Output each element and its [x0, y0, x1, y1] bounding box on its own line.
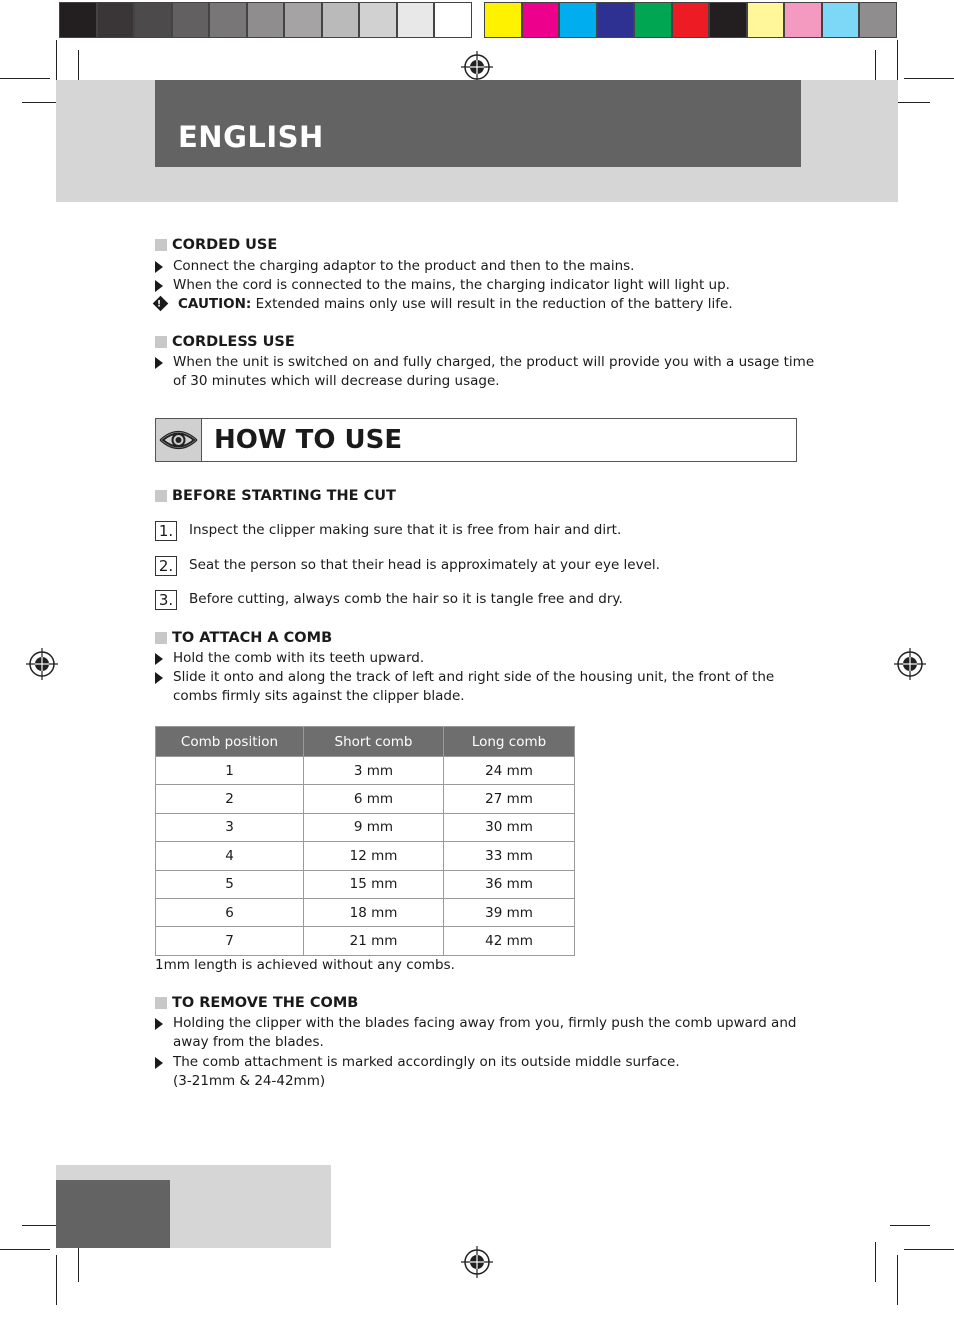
attach-comb-heading-text: TO ATTACH A COMB [172, 630, 333, 646]
color-swatch [597, 2, 635, 38]
corded-use-heading [155, 237, 277, 253]
list-item [155, 1014, 833, 1052]
registration-mark-icon [461, 51, 493, 83]
gray-swatch [284, 2, 322, 38]
eye-icon [156, 419, 201, 461]
gray-swatch [209, 2, 247, 38]
comb-length-table [155, 726, 575, 956]
list-item [155, 1053, 833, 1091]
table-cell: 27 mm [444, 785, 575, 813]
language-title: ENGLISH [178, 120, 324, 154]
list-item-text: (3-21mm & 24-42mm) [173, 1073, 326, 1089]
step-text: Inspect the clipper making sure that it is free from hair and dirt. [189, 522, 622, 538]
caution-icon: ! [153, 296, 169, 312]
table-cell: 3 [156, 813, 304, 841]
column-header: Short comb [304, 727, 444, 757]
cordless-use-heading-text: CORDLESS USE [172, 334, 295, 350]
step-number: 3. [155, 590, 177, 610]
color-swatch [672, 2, 710, 38]
list-item [155, 257, 833, 276]
section-square-icon [155, 632, 167, 644]
triangle-bullet-icon [155, 1018, 163, 1030]
table-cell: 4 [156, 842, 304, 870]
table-cell: 3 mm [304, 757, 444, 785]
list-item-text: Holding the clipper with the blades facing away from you, firmly push the comb upward and [173, 1015, 797, 1031]
no-comb-note: 1mm length is achieved without any combs. [155, 957, 455, 973]
table-cell: 18 mm [304, 898, 444, 926]
section-square-icon [155, 336, 167, 348]
gray-swatch [134, 2, 172, 38]
gray-swatch [247, 2, 285, 38]
caution-text: Extended mains only use will result in the reduction of the battery life. [255, 296, 733, 312]
table-row [156, 785, 575, 813]
list-item-text: combs firmly sits against the clipper blade. [173, 688, 465, 704]
table-cell: 6 mm [304, 785, 444, 813]
triangle-bullet-icon [155, 280, 163, 292]
gray-swatch [59, 2, 97, 38]
list-item [155, 649, 833, 668]
color-swatch [484, 2, 522, 38]
column-header: Comb position [156, 727, 304, 757]
list-item-text: When the cord is connected to the mains, the charging indicator light will light up. [173, 277, 730, 293]
section-square-icon [155, 239, 167, 251]
corded-use-heading-text: CORDED USE [172, 237, 278, 253]
table-row [156, 927, 575, 955]
gray-swatch [322, 2, 360, 38]
table-row [156, 757, 575, 785]
step-number: 1. [155, 521, 177, 541]
table-cell: 15 mm [304, 870, 444, 898]
table-cell: 30 mm [444, 813, 575, 841]
cordless-use-heading [155, 334, 295, 350]
table-cell: 39 mm [444, 898, 575, 926]
table-header-row [156, 727, 575, 757]
step-text: Seat the person so that their head is approximately at your eye level. [189, 557, 660, 573]
before-cut-heading-text: BEFORE STARTING THE CUT [172, 488, 396, 504]
list-item [155, 276, 833, 295]
table-row [156, 813, 575, 841]
step-text: Before cutting, always comb the hair so it is tangle free and dry. [189, 591, 623, 607]
color-swatch [634, 2, 672, 38]
table-cell: 36 mm [444, 870, 575, 898]
list-item-text: Slide it onto and along the track of left and right side of the housing unit, the front of the [173, 669, 775, 685]
registration-mark-icon [894, 648, 926, 680]
gray-swatch [397, 2, 435, 38]
table-row [156, 870, 575, 898]
color-swatch [859, 2, 897, 38]
remove-comb-heading [155, 995, 358, 1011]
list-item-text: When the unit is switched on and fully charged, the product will provide you with a usage time [173, 354, 815, 370]
before-cut-heading [155, 488, 396, 504]
table-cell: 24 mm [444, 757, 575, 785]
remove-comb-heading-text: TO REMOVE THE COMB [172, 995, 359, 1011]
step-number: 2. [155, 556, 177, 576]
triangle-bullet-icon [155, 1057, 163, 1069]
registration-mark-icon [461, 1246, 493, 1278]
color-swatch [784, 2, 822, 38]
eye-icon-cell [156, 419, 202, 461]
color-swatch [559, 2, 597, 38]
table-cell: 5 [156, 870, 304, 898]
how-to-use-title: HOW TO USE [214, 425, 403, 455]
list-item-text: The comb attachment is marked accordingly on its outside middle surface. [173, 1054, 680, 1070]
table-cell: 42 mm [444, 927, 575, 955]
list-item-text: of 30 minutes which will decrease during usage. [173, 373, 500, 389]
gray-swatch [359, 2, 397, 38]
table-cell: 6 [156, 898, 304, 926]
how-to-use-banner [155, 418, 797, 462]
table-row [156, 842, 575, 870]
column-header: Long comb [444, 727, 575, 757]
gray-swatch [97, 2, 135, 38]
color-swatch [747, 2, 785, 38]
table-cell: 1 [156, 757, 304, 785]
gray-swatch [172, 2, 210, 38]
table-cell: 7 [156, 927, 304, 955]
caution-label: CAUTION: [178, 296, 252, 312]
page-number-block [56, 1180, 170, 1248]
table-cell: 33 mm [444, 842, 575, 870]
gray-swatch [434, 2, 472, 38]
list-item [155, 353, 833, 391]
attach-comb-heading [155, 630, 332, 646]
color-swatch [822, 2, 860, 38]
triangle-bullet-icon [155, 261, 163, 273]
registration-mark-icon [26, 648, 58, 680]
table-cell: 9 mm [304, 813, 444, 841]
table-cell: 2 [156, 785, 304, 813]
section-square-icon [155, 490, 167, 502]
color-swatch [522, 2, 560, 38]
triangle-bullet-icon [155, 672, 163, 684]
triangle-bullet-icon [155, 653, 163, 665]
table-cell: 12 mm [304, 842, 444, 870]
color-swatch [709, 2, 747, 38]
table-row [156, 898, 575, 926]
triangle-bullet-icon [155, 357, 163, 369]
list-item-text: away from the blades. [173, 1034, 324, 1050]
caution-note [155, 295, 838, 314]
list-item-text: Hold the comb with its teeth upward. [173, 650, 425, 666]
section-square-icon [155, 997, 167, 1009]
list-item [155, 668, 833, 706]
list-item-text: Connect the charging adaptor to the product and then to the mains. [173, 258, 635, 274]
table-cell: 21 mm [304, 927, 444, 955]
